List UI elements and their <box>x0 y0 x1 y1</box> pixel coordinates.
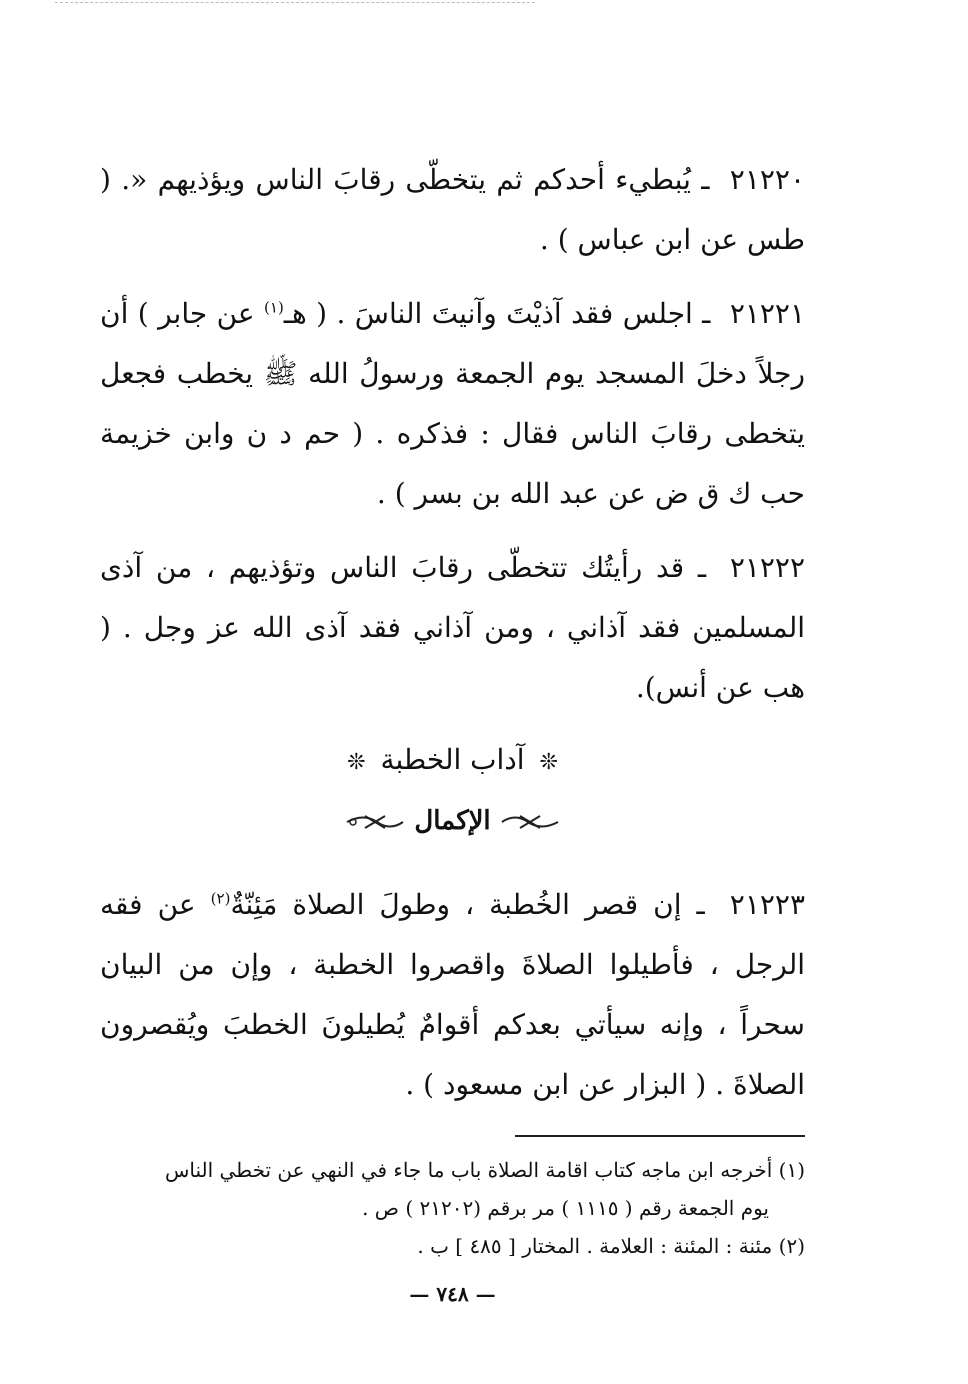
footnote-line: يوم الجمعة رقم ( ١١١٥ ) مر برقم (٢١٢٠٢ ) ص . <box>362 1196 769 1220</box>
top-dashed-rule <box>55 2 535 3</box>
hadith-21222 <box>100 538 805 718</box>
hadith-text: ـ قد رأيتُك تتخطّى رقابَ الناس وتؤذيهم ، من آذى المسلمين فقد آذاني ، ومن آذاني فقد آذى الله عز وجل . ( هب عن أنس). <box>100 551 805 704</box>
page-number: — ٧٤٨ — <box>409 1282 496 1306</box>
hadith-text-part1: ـ إن قصر الخُطبة ، وطولَ الصلاة مَئِنّةٌ <box>230 888 705 921</box>
subsection-title: الإكمال <box>414 806 491 836</box>
hadith-number: ٢١٢٢٣ <box>729 888 805 921</box>
footnote-divider <box>515 1135 805 1137</box>
footnote-marker: (١) <box>778 1158 805 1182</box>
footnote-ref-1: (١) <box>264 298 284 317</box>
section-heading <box>100 740 805 783</box>
hadith-text-part1: ـ اجلس فقد آذيْتَ وآنيتَ الناسَ . ( هـ <box>283 297 711 330</box>
hadith-text: ـ يُبطيء أحدكم ثم يتخطّى رقابَ الناس ويؤذيهم «. ( طس عن ابن عباس ) . <box>100 163 805 256</box>
footnote-1 <box>100 1151 805 1227</box>
hadith-number: ٢١٢٢٢ <box>729 551 806 584</box>
hadith-21220 <box>100 150 805 270</box>
hadith-text-part2: عن فقه الرجل ، فأطيلوا الصلاةَ واقصروا الخطبة ، وإن من البيان سحراً ، وإنه سيأتي بعدكم أقوامٌ يُطيلونَ الخطبَ ويُقصرون الصلاةَ . ( البزار عن ابن مسعود ) . <box>100 888 805 1101</box>
hadith-text-part2: عن جابر ) أن رجلاً دخلَ المسجد يوم الجمعة ورسولُ الله ﷺ يخطب فجعل يتخطى رقابَ الناس فقال : فذكره . ( حم د ن وابن خزيمة حب ك ق ض عن عبد الله بن بسر ) . <box>100 297 805 510</box>
hadith-number: ٢١٢٢١ <box>729 297 806 330</box>
flourish-right-icon <box>500 813 560 831</box>
section-title: آداب الخطبة <box>380 743 525 776</box>
hadith-21221 <box>100 284 805 524</box>
footnote-line: مئنة : المئنة : العلامة . المختار [ ٤٨٥ ] ب . <box>417 1234 773 1258</box>
section-subheading <box>100 801 805 841</box>
flourish-left-icon <box>345 813 405 831</box>
document-page <box>100 150 805 1309</box>
hadith-number: ٢١٢٢٠ <box>729 163 805 196</box>
footnote-marker: (٢) <box>778 1234 805 1258</box>
hadith-21223 <box>100 875 805 1115</box>
footnote-ref-2: (٢) <box>210 889 231 908</box>
footnote-line: أخرجه ابن ماجه كتاب اقامة الصلاة باب ما جاء في النهي عن تخطي الناس <box>164 1158 773 1182</box>
ornament-left-icon: ❊ <box>347 750 366 775</box>
ornament-right-icon: ❊ <box>539 750 558 775</box>
footnote-2 <box>100 1227 805 1265</box>
